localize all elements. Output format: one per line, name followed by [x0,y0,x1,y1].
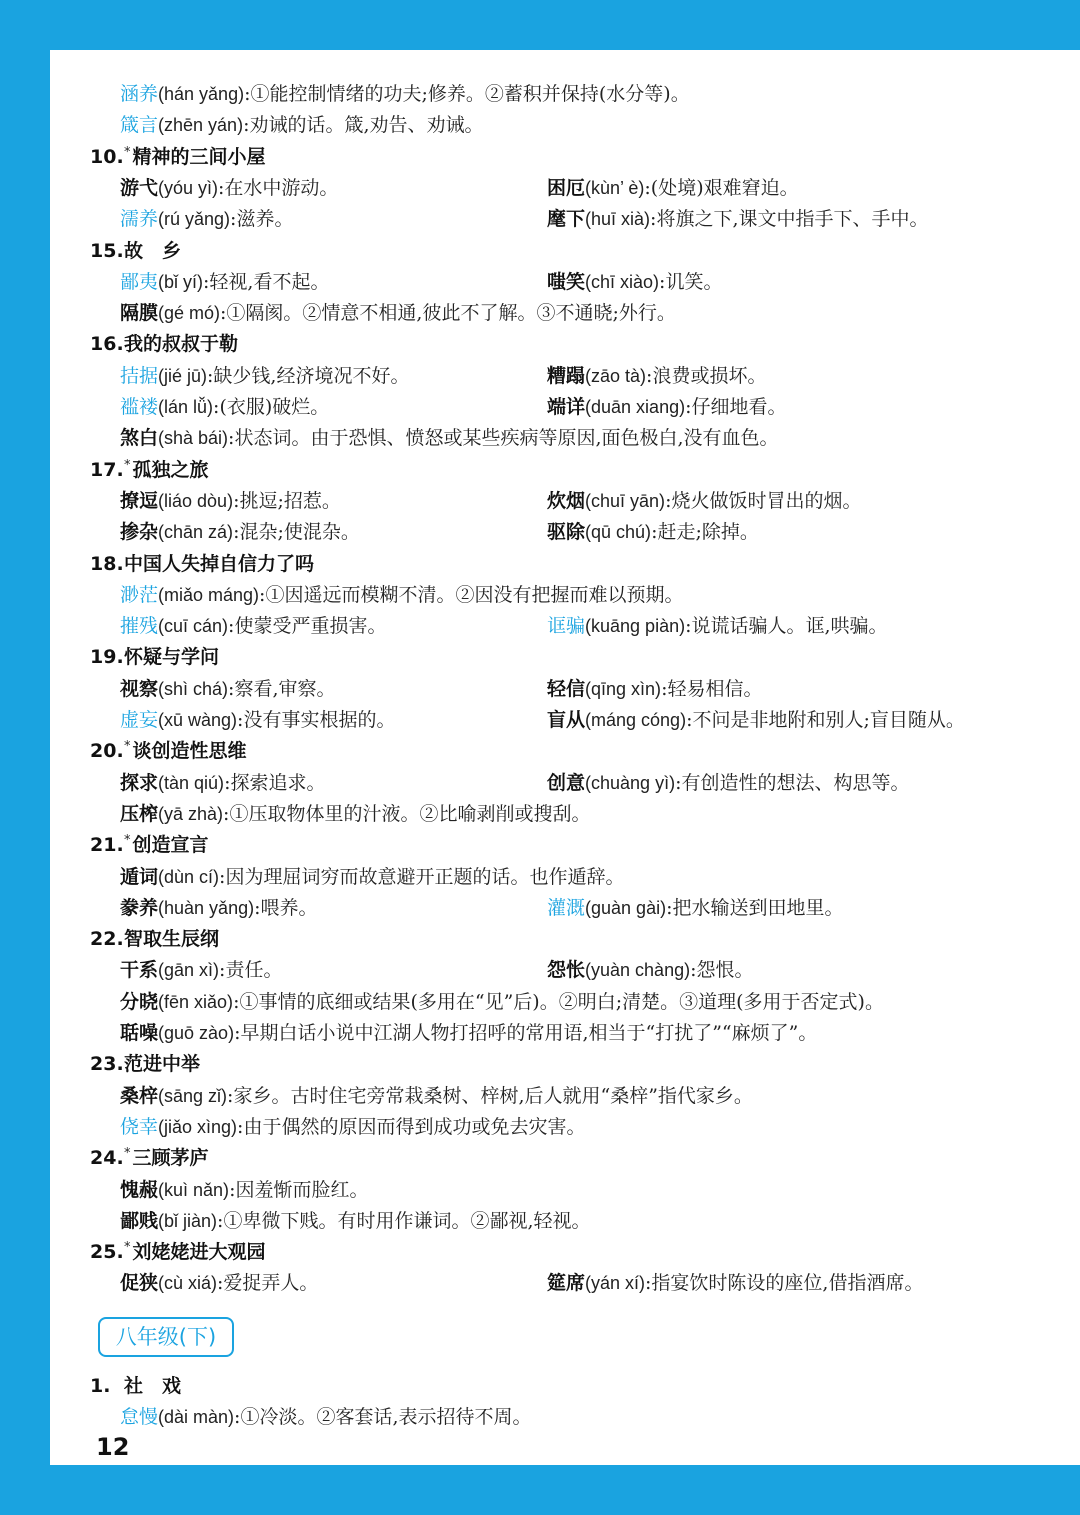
vocab-entry [120,204,293,235]
page-number: 12 [96,1433,130,1461]
vocab-entry [547,204,929,235]
optional-mark: * [124,457,131,473]
lesson-heading [90,329,238,360]
vocab-definition: :①冷淡。②客套话,表示招待不周。 [234,1406,532,1429]
vocab-definition: :讥笑。 [659,270,723,293]
lesson-title: 中国人失掉自信力了吗 [124,552,315,575]
vocab-definition: :没有事实根据的。 [237,709,396,731]
vocab-entry [120,893,318,924]
vocab-pinyin: (liáo dòu) [158,490,234,511]
vocab-pinyin: (guō zào) [158,1023,235,1043]
vocab-definition: :劝诫的话。箴,劝告、劝诫。 [243,114,484,137]
lesson-number: 21. [90,834,124,857]
vocab-pinyin: (shì chá) [158,678,229,699]
optional-mark: * [124,1240,131,1256]
vocab-word: 拮据 [120,364,159,387]
vocab-definition: :家乡。古时住宅旁常栽桑树、梓树,后人就用“桑梓”指代家乡。 [227,1084,753,1107]
vocab-entry [547,705,965,736]
vocab-word: 隔膜 [120,302,159,325]
vocab-entry [120,173,338,204]
vocab-pinyin: (kuì nǎn) [158,1179,230,1200]
vocab-definition: :喂养。 [254,896,318,919]
vocabulary-list [50,50,1080,1465]
vocab-pinyin: (yóu yì) [158,177,219,198]
vocab-pinyin: (bǐ yí) [158,271,204,292]
vocab-word: 驱除 [547,521,586,544]
vocab-definition: :怨恨。 [690,959,754,982]
vocab-entry [120,392,329,423]
vocab-pinyin: (cù xiá) [158,1273,218,1294]
vocab-pinyin: (lán lǚ) [158,397,214,417]
vocab-definition: :①压取物体里的汁液。②比喻剥削或搜刮。 [223,802,591,825]
vocab-entry [120,361,409,392]
vocab-word: 困厄 [547,176,586,199]
vocab-pinyin: (tàn qiú) [158,772,225,793]
vocab-word: 愧赧 [120,1178,159,1201]
vocab-word: 炊烟 [547,489,586,512]
vocab-pinyin: (xū wàng) [158,710,238,730]
vocab-definition: :浪费或损坏。 [646,364,767,387]
lesson-number: 22. [90,928,124,951]
vocab-definition: :在水中游动。 [218,176,339,199]
vocab-definition: :使蒙受严重损害。 [228,615,387,638]
vocab-pinyin: (yuàn chàng) [585,960,691,981]
lesson-heading [90,1237,266,1268]
vocab-word: 鄙夷 [120,270,159,293]
vocab-word: 摧残 [120,615,159,638]
vocab-pinyin: (gé mó) [158,303,221,324]
vocab-entry [120,955,282,986]
vocab-entry [120,423,779,454]
vocab-word: 麾下 [547,208,586,231]
lesson-title: 孤独之旅 [132,458,209,481]
lesson-title: 社 戏 [124,1375,182,1397]
vocab-definition: :滋养。 [230,208,294,231]
lesson-title: 怀疑与学问 [124,646,220,669]
vocab-entry [547,611,888,642]
lesson-number: 10. [90,145,124,168]
vocab-word: 桑梓 [120,1084,159,1107]
vocab-entry [547,955,754,986]
vocab-entry [547,674,762,705]
vocab-word: 分晓 [120,990,159,1013]
lesson-heading [90,924,219,955]
vocab-definition: :不问是非地附和别人;盲目随从。 [686,709,965,731]
lesson-number: 19. [90,646,124,669]
vocab-entry [120,1081,753,1112]
lesson-number: 17. [90,458,124,481]
lesson-number: 25. [90,1241,124,1264]
lesson-number: 1. [90,1375,111,1397]
lesson-title: 故 乡 [124,239,182,262]
vocab-pinyin: (dài màn) [158,1407,235,1428]
vocab-definition: :①事情的底细或结果(多用在“见”后)。②明白;清楚。③道理(多用于否定式)。 [233,990,884,1013]
vocab-definition: :因羞惭而脸红。 [229,1178,369,1201]
vocab-pinyin: (chuàng yì) [585,772,676,793]
vocab-definition: :说谎话骗人。诓,哄骗。 [685,615,888,638]
vocab-definition: :挑逗;招惹。 [233,489,341,512]
vocab-definition: :(处境)艰难窘迫。 [644,176,799,199]
lesson-title: 创造宣言 [132,834,209,857]
lesson-title: 智取生辰纲 [124,928,220,951]
vocab-entry [120,517,360,548]
vocab-word: 渺茫 [120,583,159,606]
vocab-word: 筵席 [547,1272,586,1295]
vocab-word: 豢养 [120,896,159,919]
vocab-pinyin: (zhēn yán) [158,115,244,136]
vocab-pinyin: (huàn yǎng) [158,897,255,918]
vocab-word: 促狭 [120,1272,159,1295]
vocab-definition: :缺少钱,经济境况不好。 [207,364,410,387]
vocab-word: 撩逗 [120,489,159,512]
vocab-entry [120,862,624,893]
optional-mark: * [124,739,131,755]
vocab-word: 怨怅 [547,959,586,982]
lesson-number: 16. [90,333,124,356]
vocab-pinyin: (cuī cán) [158,616,229,637]
vocab-pinyin: (bǐ jiàn) [158,1210,218,1231]
vocab-entry [120,580,683,611]
vocab-entry [120,267,329,298]
vocab-pinyin: (fēn xiǎo) [158,991,234,1012]
vocab-word: 探求 [120,771,159,794]
vocab-word: 干系 [120,959,159,982]
vocab-entry [547,173,799,204]
vocab-pinyin: (zāo tà) [585,365,647,386]
vocab-pinyin: (sāng zǐ) [158,1085,228,1106]
vocab-pinyin: (chān zá) [158,522,234,543]
lesson-heading [90,1049,200,1080]
vocab-word: 糟蹋 [547,364,586,387]
vocab-pinyin: (dùn cí) [158,866,220,887]
lesson-heading [90,642,219,673]
vocab-pinyin: (kùn’ è) [585,177,645,198]
vocab-entry [120,705,395,736]
vocab-definition: :早期白话小说中江湖人物打招呼的常用语,相当于“打扰了”“麻烦了”。 [234,1022,818,1044]
vocab-definition: :将旗之下,课文中指手下、手中。 [650,208,929,231]
vocab-word: 端详 [547,396,586,418]
lesson-number: 20. [90,740,124,763]
vocab-pinyin: (gān xì) [158,960,220,981]
vocab-pinyin: (qū chú) [585,522,652,543]
vocab-pinyin: (hán yǎng) [158,84,245,104]
lesson-heading [90,736,247,767]
vocab-entry [120,1206,591,1237]
vocab-word: 创意 [547,771,586,794]
vocab-entry [547,517,759,548]
vocab-entry [120,987,884,1018]
vocab-entry [120,611,386,642]
vocab-definition: :爱捉弄人。 [217,1272,319,1295]
vocab-pinyin: (chī xiào) [585,271,660,292]
vocab-pinyin: (huī xià) [585,209,651,230]
optional-mark: * [124,1146,131,1162]
vocab-definition: :把水输送到田地里。 [666,896,844,919]
vocab-entry [120,298,676,329]
vocab-entry [120,768,325,799]
vocab-definition: :有创造性的想法、构思等。 [675,771,910,794]
vocab-word: 视察 [120,677,159,700]
lesson-title: 范进中举 [124,1053,201,1076]
vocab-definition: :①隔阂。②情意不相通,彼此不了解。③不通晓;外行。 [220,302,676,325]
vocab-word: 涵养 [120,83,159,105]
vocab-pinyin: (duān xiang) [585,397,686,417]
vocab-entry [547,1268,923,1299]
vocab-entry [120,799,590,830]
vocab-entry [547,486,861,517]
vocab-pinyin: (yán xí) [585,1273,646,1294]
vocab-entry [120,1268,318,1299]
vocab-word: 压榨 [120,802,159,825]
grade-section-label: 八年级(下) [98,1317,234,1357]
vocab-entry [120,1402,532,1433]
lesson-number: 23. [90,1053,124,1076]
vocab-word: 箴言 [120,114,159,137]
vocab-word: 怠慢 [120,1406,159,1429]
vocab-word: 掺杂 [120,521,159,544]
vocab-pinyin: (jié jū) [158,365,208,386]
lesson-title: 精神的三间小屋 [132,145,266,168]
vocab-entry [547,768,909,799]
vocab-pinyin: (shà bái) [158,428,229,449]
vocab-entry [547,392,787,423]
vocab-definition: :轻视,看不起。 [203,270,330,293]
vocab-word: 盲从 [547,709,586,731]
vocab-definition: :烧火做饭时冒出的烟。 [665,489,862,512]
vocab-word: 鄙贱 [120,1209,159,1232]
vocab-definition: :由于偶然的原因而得到成功或免去灾害。 [237,1115,586,1138]
vocab-definition: :指宴饮时陈设的座位,借指酒席。 [645,1272,924,1295]
lesson-number: 18. [90,552,124,575]
vocab-definition: :(衣服)破烂。 [213,396,330,418]
vocab-pinyin: (máng cóng) [585,710,687,730]
lesson-title: 我的叔叔于勒 [124,333,239,356]
vocab-word: 虚妄 [120,709,159,731]
lesson-title: 三顾茅庐 [132,1147,209,1170]
lesson-heading [90,1371,181,1402]
lesson-heading [90,830,209,861]
lesson-title: 谈创造性思维 [132,740,247,763]
vocab-pinyin: (miǎo máng) [158,584,260,605]
optional-mark: * [124,144,131,160]
vocab-word: 嗤笑 [547,270,586,293]
vocab-entry [120,674,336,705]
vocab-word: 聒噪 [120,1022,159,1044]
vocab-definition: :赶走;除掉。 [651,521,759,544]
vocab-definition: :混杂;使混杂。 [233,521,360,544]
lesson-heading [90,455,209,486]
vocab-word: 濡养 [120,208,159,231]
vocab-entry [120,1018,817,1049]
vocab-definition: :因为理屈词穷而故意避开正题的话。也作遁辞。 [219,865,625,888]
vocab-word: 灌溉 [547,896,586,919]
vocab-pinyin: (yā zhà) [158,803,224,824]
vocab-pinyin: (guàn gài) [585,897,667,918]
vocab-pinyin: (kuāng piàn) [585,616,686,637]
vocab-entry [120,1175,368,1206]
vocab-pinyin: (chuī yān) [585,490,666,511]
vocab-definition: :仔细地看。 [685,396,787,418]
vocab-word: 游弋 [120,176,159,199]
vocab-entry [120,486,341,517]
vocab-word: 轻信 [547,677,586,700]
vocab-entry [547,267,722,298]
vocab-word: 遁词 [120,865,159,888]
vocab-definition: :责任。 [219,959,283,982]
vocab-pinyin: (qīng xìn) [585,678,662,699]
vocab-entry [547,361,766,392]
lesson-title: 刘姥姥进大观园 [132,1241,266,1264]
lesson-heading [90,236,181,267]
document-page [50,50,1080,1465]
vocab-entry [120,110,484,141]
vocab-entry [120,1112,585,1143]
vocab-definition: :轻易相信。 [661,677,763,700]
lesson-heading [90,549,314,580]
lesson-heading [90,142,266,173]
vocab-definition: :①因遥远而模糊不清。②因没有把握而难以预期。 [259,583,684,606]
lesson-number: 24. [90,1147,124,1170]
lesson-heading [90,1143,209,1174]
vocab-word: 侥幸 [120,1115,159,1138]
vocab-pinyin: (jiǎo xìng) [158,1116,238,1137]
lesson-number: 15. [90,239,124,262]
optional-mark: * [124,833,131,849]
vocab-pinyin: (rú yǎng) [158,209,231,230]
vocab-definition: :察看,审察。 [228,677,336,700]
vocab-definition: :①能控制情绪的功夫;修养。②蓄积并保持(水分等)。 [244,83,690,105]
vocab-word: 煞白 [120,427,159,450]
vocab-entry [120,79,690,110]
vocab-word: 诓骗 [547,615,586,638]
vocab-definition: :状态词。由于恐惧、愤怒或某些疾病等原因,面色极白,没有血色。 [228,427,779,450]
vocab-definition: :①卑微下贱。有时用作谦词。②鄙视,轻视。 [217,1209,591,1232]
vocab-word: 褴褛 [120,396,159,418]
vocab-entry [547,893,843,924]
vocab-definition: :探索追求。 [224,771,326,794]
